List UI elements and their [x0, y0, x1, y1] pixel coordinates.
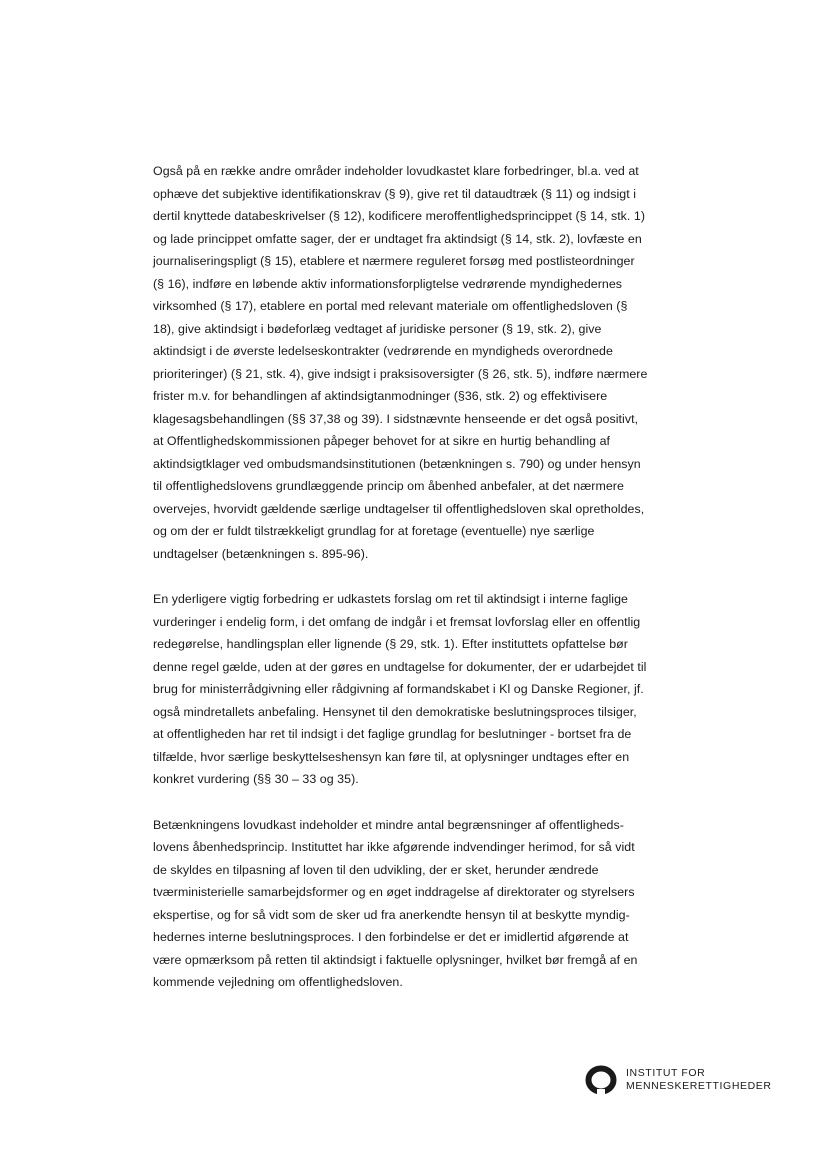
- body-text: [153, 160, 673, 994]
- text-line: også mindretallets anbefaling. Hensynet til den demokratiske beslutningsproces tilsiger,: [153, 704, 637, 719]
- text-line: de skyldes en tilpasning af loven til den udvikling, der er sket, herunder ændrede: [153, 862, 599, 877]
- institute-ring-icon: [584, 1064, 618, 1096]
- paragraph-1: [153, 160, 673, 565]
- text-line: virksomhed (§ 17), etablere en portal med relevant materiale om offentlighedsloven (§: [153, 299, 628, 313]
- text-line: kommende vejledning om offentlighedsloven.: [153, 975, 403, 989]
- text-line: (§ 16), indføre en løbende aktiv informationsforpligtelse vedrørende myndighedernes: [153, 276, 623, 291]
- text-line: ophæve det subjektive identifikationskrav (§ 9), give ret til dataudtræk (§ 11) og indsigt i: [153, 186, 637, 201]
- text-line: brug for ministerrådgivning eller rådgivning af formandskabet i Kl og Danske Regioner, jf.: [153, 682, 644, 696]
- text-line: og lade princippet omfatte sager, der er undtaget fra aktindsigt (§ 14, stk. 2), lovfæste en: [153, 231, 642, 246]
- text-line: aktindsigtklager ved ombudsmandsinstitutionen (betænkningen s. 790) og under hensyn: [153, 456, 641, 471]
- text-line: at offentligheden har ret til indsigt i det faglige grundlag for beslutninger - bortset fra de: [153, 727, 632, 741]
- text-line: prioriteringer) (§ 21, stk. 4), give indsigt i praksisoversigter (§ 26, stk. 5), indføre nærmere: [153, 366, 648, 381]
- text-line: til offentlighedslovens grundlæggende princip om åbenhed anbefaler, at det nærmere: [153, 479, 624, 493]
- text-line: En yderligere vigtig forbedring er udkastets forslag om ret til aktindsigt i interne faglige: [153, 592, 628, 606]
- text-line: lovens åbenhedsprincip. Instituttet har ikke afgørende indvendinger herimod, for så vidt: [153, 840, 635, 854]
- text-line: 18), give aktindsigt i bødeforlæg vedtaget af juridiske personer (§ 19, stk. 2), give: [153, 321, 602, 336]
- text-line: Også på en række andre områder indeholder lovudkastet klare forbedringer, bl.a. ved at: [153, 164, 639, 178]
- text-line: hedernes interne beslutningsproces. I den forbindelse er det er imidlertid afgørende at: [153, 930, 629, 944]
- text-line: konkret vurdering (§§ 30 – 33 og 35).: [153, 772, 359, 786]
- text-line: denne regel gælde, uden at der gøres en undtagelse for dokumenter, der er udarbejdet til: [153, 659, 647, 674]
- text-line: redegørelse, handlingsplan eller lignende (§ 29, stk. 1). Efter instituttets opfattelse bør: [153, 637, 628, 651]
- text-line: være opmærksom på retten til aktindsigt i faktuelle oplysninger, hvilket bør fremgå af en: [153, 952, 638, 967]
- text-line: aktindsigt i de øverste ledelseskontrakter (vedrørende en myndigheds overordnede: [153, 344, 613, 358]
- paragraph-2: [153, 588, 673, 791]
- logo-line-2: MENNESKERETTIGHEDER: [626, 1080, 772, 1092]
- text-line: vurderinger i endelig form, i det omfang de indgår i et fremsat lovforslag eller en offentlig: [153, 614, 641, 629]
- logo-line-1: INSTITUT FOR: [626, 1067, 706, 1079]
- paragraph-spacer: [153, 791, 673, 814]
- text-line: undtagelser (betænkningen s. 895-96).: [153, 546, 369, 561]
- text-line: ekspertise, og for så vidt som de sker ud fra anerkendte hensyn til at beskytte myndig-: [153, 907, 630, 922]
- text-line: og om der er fuldt tilstrækkeligt grundlag for at foretage (eventuelle) nye særlige: [153, 524, 595, 538]
- text-line: at Offentlighedskommissionen påpeger behovet for at sikre en hurtig behandling af: [153, 434, 611, 448]
- text-line: klagesagsbehandlingen (§§ 37,38 og 39). I sidstnævnte henseende er det også positivt,: [153, 411, 639, 426]
- logo-text: [626, 1067, 772, 1093]
- text-line: tværministerielle samarbejdsformer og en øget inddragelse af direktorater og styrelsers: [153, 885, 635, 899]
- paragraph-3: [153, 814, 673, 994]
- institute-logo: [584, 1064, 772, 1096]
- text-line: tilfælde, hvor særlige beskyttelseshensyn kan føre til, at oplysninger undtages efter en: [153, 749, 630, 764]
- text-line: frister m.v. for behandlingen af aktindsigtanmodninger (§36, stk. 2) og effektivisere: [153, 389, 608, 403]
- text-line: journaliseringspligt (§ 15), etablere et nærmere reguleret forsøg med postlisteordninger: [153, 254, 635, 268]
- text-line: overvejes, hvorvidt gældende særlige undtagelser til offentlighedsloven skal opretholdes,: [153, 501, 645, 516]
- text-line: dertil knyttede databeskrivelser (§ 12), kodificere meroffentlighedsprincippet (§ 14, stk. 1): [153, 209, 646, 223]
- paragraph-spacer: [153, 565, 673, 588]
- text-line: Betænkningens lovudkast indeholder et mindre antal begrænsninger af offentligheds-: [153, 817, 624, 832]
